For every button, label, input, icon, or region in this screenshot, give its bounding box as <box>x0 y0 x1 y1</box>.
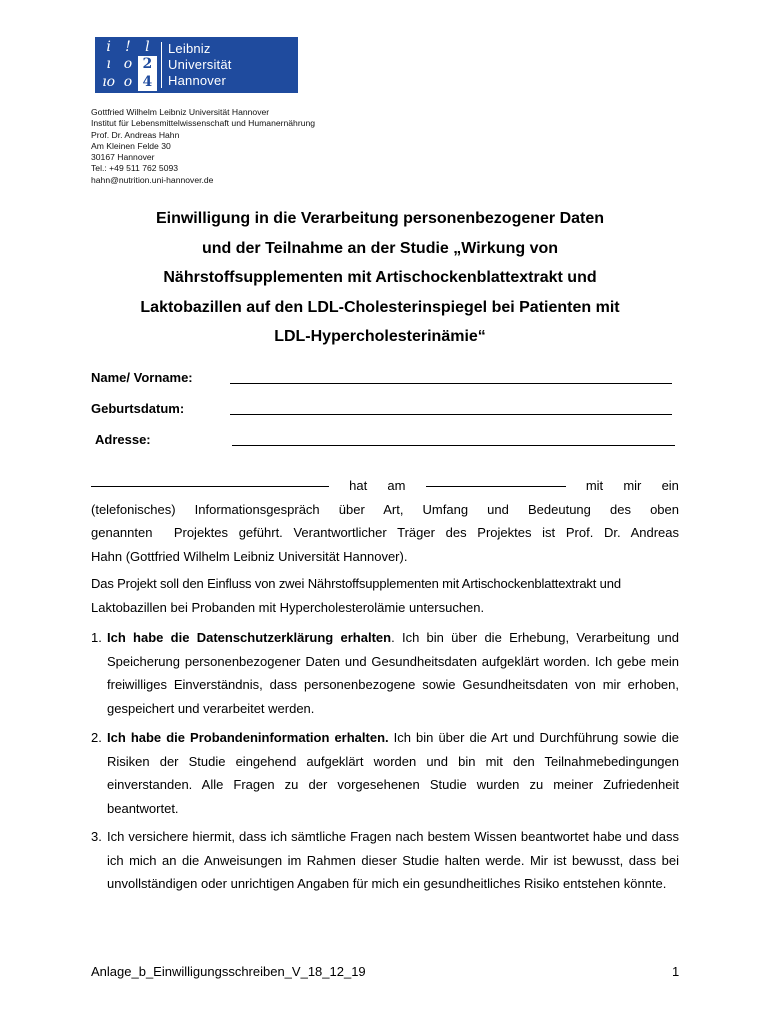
interviewer-field[interactable] <box>91 474 329 487</box>
document-title: Einwilligung in die Verarbeitung personenbezogener Daten und der Teilnahme an der Studie „Wirkung von Nährstoffsupplementen mit Artischockenblattextrakt und Laktobazillen auf den LDL-Cholesterinspiegel bei Patienten mit LDL-Hypercholesterinämie“ <box>140 210 620 345</box>
logo-wordmark: Leibniz Universität Hannover <box>168 41 232 88</box>
address-label: Adresse: <box>95 432 151 447</box>
birthdate-label: Geburtsdatum: <box>91 401 185 416</box>
consent-item-3: 3. Ich versichere hiermit, dass ich sämtliche Fragen nach bestem Wissen beantwortet habe und dass ich mich an die Anweisungen im Rahmen dieser Studie halten werde. Mir ist bewusst, dass bei unvollständigen oder unrichtigen Angaben für mich ein gesundheitliches Risiko entstehen könnte. <box>91 829 679 891</box>
university-logo <box>95 37 298 93</box>
footer-filename: Anlage_b_Einwilligungsschreiben_V_18_12_19 <box>91 964 366 979</box>
consent-item-1: 1. Ich habe die Datenschutzerklärung erhalten. Ich bin über die Erhebung, Verarbeitung und Speicherung personenbezogener Daten und Gesundheitsdaten aufgeklärt worden. Ich gebe mein freiwilliges Einverständnis, dass personenbezogene sowie Gesundheitsdaten von mir erhoben, gespeichert und verarbeitet werden. <box>91 630 679 716</box>
logo-divider <box>161 42 162 88</box>
name-label: Name/ Vorname: <box>91 370 193 385</box>
page-number: 1 <box>672 964 680 979</box>
logo-mark: i ! l ı o 2 ıo o 4 <box>95 37 157 93</box>
consent-item-2: 2. Ich habe die Probandeninformation erhalten. Ich bin über die Art und Durchführung sowie die Risiken der Studie eingehend aufgeklärt worden und bin mit den Teilnahmebedingungen einverstanden. Alle Fragen zu der vorgesehenen Studie wurden zu meiner Zufriedenheit beantwortet. <box>91 730 679 816</box>
sender-address: Gottfried Wilhelm Leibniz Universität Hannover Institut für Lebensmittelwissenschaft und Humanernährung Prof. Dr. Andreas Hahn Am Kleinen Felde 30 30167 Hannover Tel.: +49 511 762 5093 hahn@nutrition.uni-hannover.de <box>91 107 316 185</box>
birthdate-field[interactable] <box>230 414 672 415</box>
date-field[interactable] <box>426 474 566 487</box>
project-description: Das Projekt soll den Einfluss von zwei Nährstoffsupplementen mit Artischockenblattextrakt und Laktobazillen bei Probanden mit Hypercholesterolämie untersuchen. <box>91 576 621 615</box>
address-field[interactable] <box>232 445 675 446</box>
consent-intro: hat am mit mir ein (telefonisches) Informationsgespräch über Art, Umfang und Bedeutung des oben genannten Projektes geführt. Verantwortlicher Träger des Projektes ist Prof. Dr. Andreas Hahn (Gottfried Wilhelm Leibniz Universität Hannover). <box>91 474 679 568</box>
name-field[interactable] <box>230 383 672 384</box>
